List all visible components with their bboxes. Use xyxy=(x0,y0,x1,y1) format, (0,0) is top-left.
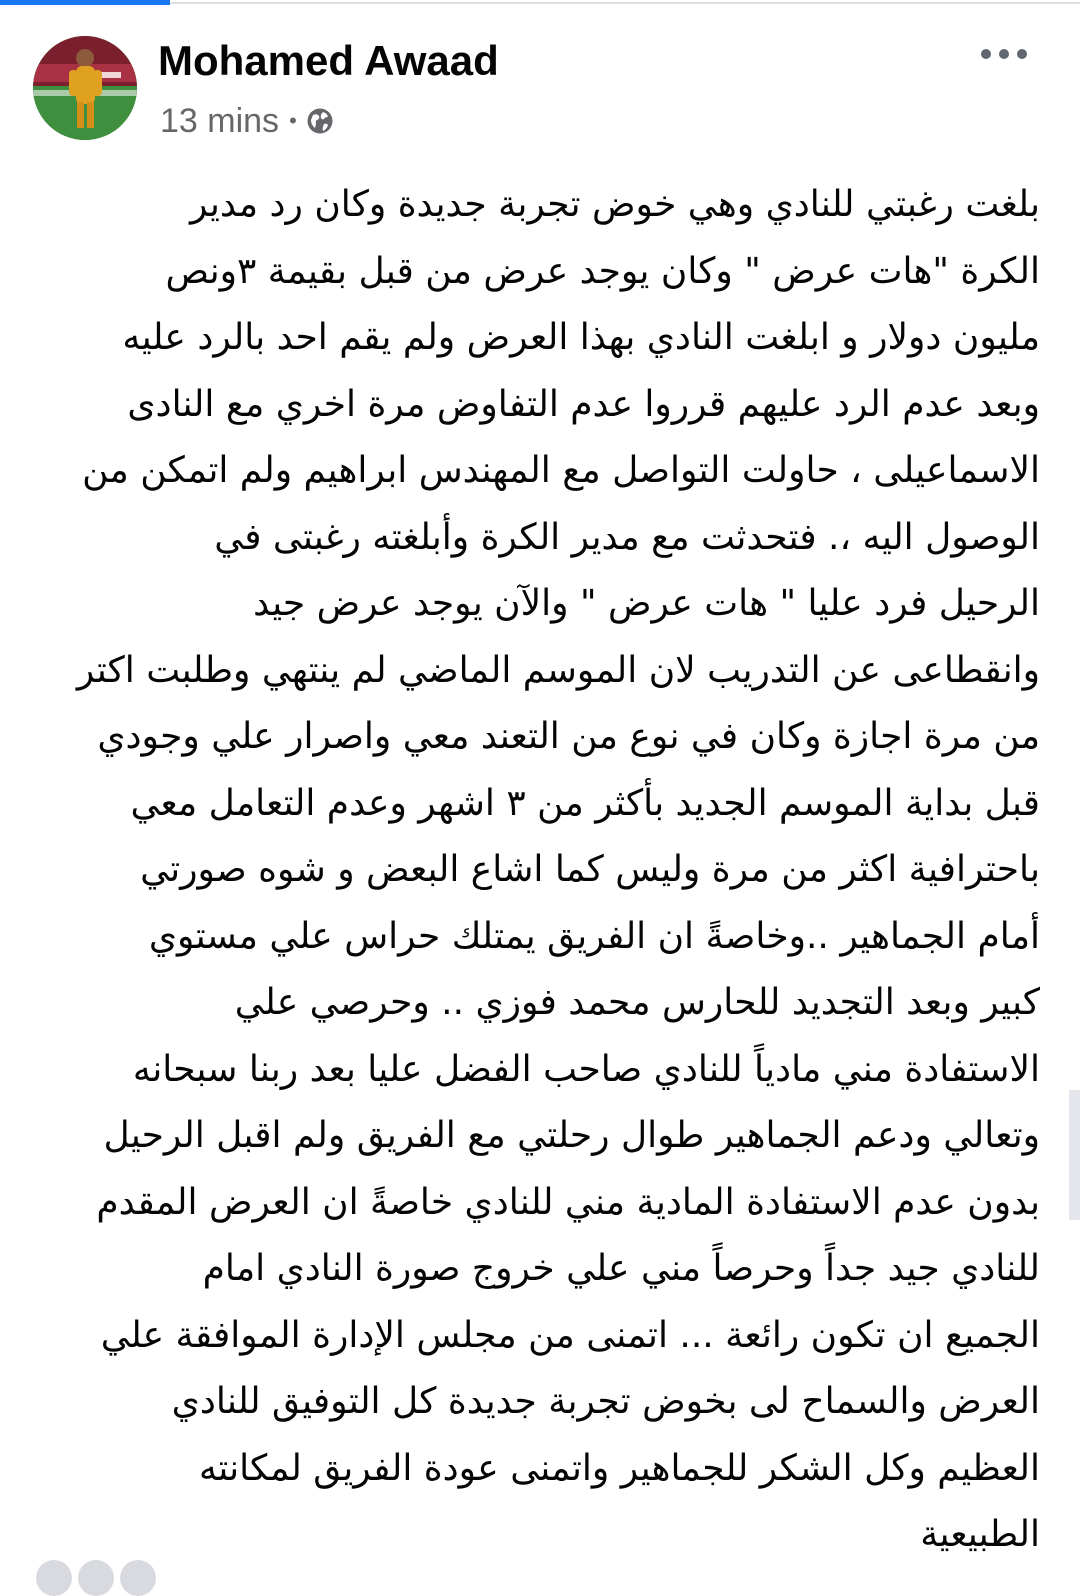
globe-icon[interactable] xyxy=(305,106,335,136)
post-text-line: للنادي جيد جداً وحرصاً مني علي خروج صورة النادي امام xyxy=(202,1248,1040,1289)
post-text-line: الاستفادة مني مادياً للنادي صاحب الفضل عليا بعد ربنا سبحانه xyxy=(132,1048,1040,1090)
post-text-line: باحترافية اكثر من مرة وليس كما اشاع البعض و شوه صورتي xyxy=(140,849,1040,890)
post-text-line: قبل بداية الموسم الجديد بأكثر من ٣ اشهر وعدم التعامل معي xyxy=(130,782,1040,824)
author-name[interactable]: Mohamed Awaad xyxy=(158,37,499,84)
post-text-line: وتعالي ودعم الجماهير طوال رحلتي مع الفريق ولم اقبل الرحيل xyxy=(103,1115,1040,1156)
post-text-line: الجميع ان تكون رائعة ... اتمنى من مجلس الإدارة الموافقة علي xyxy=(100,1314,1040,1356)
post-text-line: بلغت رغبتي للنادي وهي خوض تجربة جديدة وكان رد مدير xyxy=(189,184,1040,225)
post-text-line: العظيم وكل الشكر للجماهير واتمنى عودة الفريق لمكانته xyxy=(199,1447,1040,1489)
post-text-line: الاسماعيلى ، حاولت التواصل مع المهندس ابراهيم ولم اتمكن من xyxy=(82,450,1040,491)
post-text-line: الكرة "هات عرض " وكان يوجد عرض من قبل بقيمة ٣ونص xyxy=(165,250,1040,292)
post-text-line: كبير وبعد التجديد للحارس محمد فوزي .. وحرصي علي xyxy=(234,982,1040,1023)
reaction-icon xyxy=(36,1560,72,1596)
top-divider xyxy=(170,2,1080,4)
post-text-line: وبعد عدم الرد عليهم قرروا عدم التفاوض مرة اخري مع النادى xyxy=(127,383,1040,425)
author-avatar[interactable] xyxy=(33,36,137,140)
more-dots-icon xyxy=(980,48,1028,60)
post-timestamp[interactable]: 13 mins xyxy=(160,101,280,140)
post-text-line: من مرة اجازة وكان في نوع من التعند معي واصرار علي وجودي xyxy=(97,716,1040,757)
scrollbar-track[interactable] xyxy=(1069,1090,1080,1220)
reaction-icon xyxy=(120,1560,156,1596)
post-meta xyxy=(160,98,335,144)
post-text-line: أمام الجماهير ..وخاصةً ان الفريق يمتلك حراس علي مستوي xyxy=(148,915,1040,957)
post-text-line: الطبيعية xyxy=(920,1514,1040,1555)
top-accent-bar xyxy=(0,0,170,5)
more-options-button[interactable] xyxy=(974,34,1034,74)
post-text-line: مليون دولار و ابلغت النادي بهذا العرض ولم يقم احد بالرد عليه xyxy=(122,317,1040,358)
avatar-photo xyxy=(33,36,137,140)
post-text xyxy=(30,172,1040,1569)
post-text-line: العرض والسماح لى بخوض تجربة جديدة كل التوفيق للنادي xyxy=(171,1381,1040,1422)
post-text-line: بدون عدم الاستفادة المادية مني للنادي خاصةً ان العرض المقدم xyxy=(96,1181,1040,1223)
reactions-peek[interactable] xyxy=(36,1560,156,1596)
meta-separator: • xyxy=(289,108,297,133)
reaction-icon xyxy=(78,1560,114,1596)
post-text-line: وانقطاعى عن التدريب لان الموسم الماضي لم ينتهي وطلبت اكتر xyxy=(76,649,1040,691)
post-text-line: الرحيل فرد عليا " هات عرض " والآن يوجد عرض جيد xyxy=(253,583,1040,624)
post-text-line: الوصول اليه ،. فتحدثت مع مدير الكرة وأبلغته رغبتى في xyxy=(214,516,1040,558)
